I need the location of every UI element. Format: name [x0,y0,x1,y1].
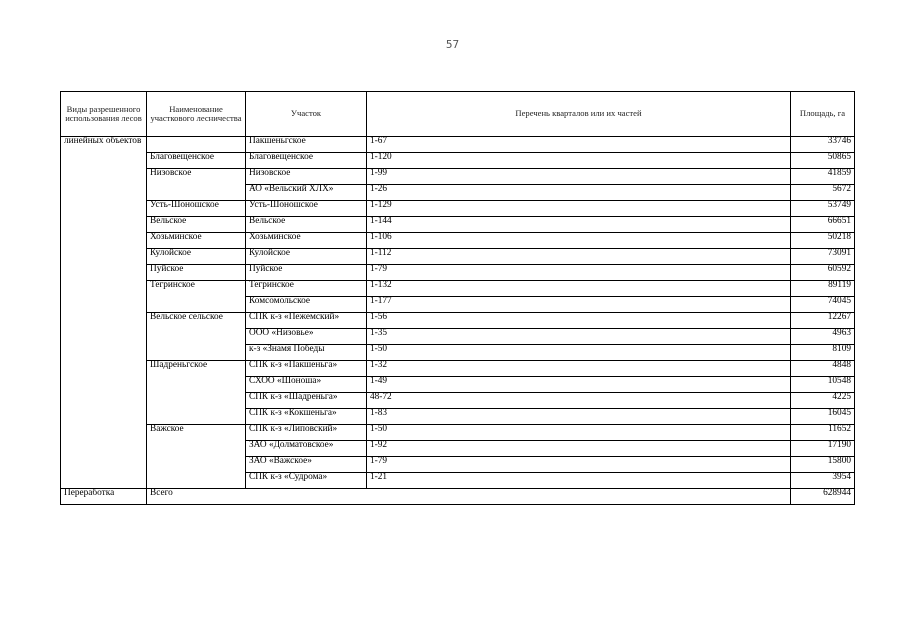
uchastok-cell: ООО «Низовье» [246,329,367,345]
uchastok-cell: Тегринское [246,281,367,297]
table-row [61,265,855,281]
area-cell: 41859 [791,169,855,185]
area-cell: 53749 [791,201,855,217]
uchastok-cell: СПК к-з «Кокшеньга» [246,409,367,425]
table-row [61,361,855,377]
lesnichestvo-cell: Пуйское [147,265,246,281]
area-cell: 89119 [791,281,855,297]
area-cell: 33746 [791,137,855,153]
table-row [61,281,855,297]
table-row [61,169,855,185]
table-body [61,137,855,505]
uchastok-cell: Пакшеньгское [246,137,367,153]
uchastok-cell: Кулойское [246,249,367,265]
kvartaly-cell: 1-83 [367,409,791,425]
table-row [61,201,855,217]
uchastok-cell: СПК к-з «Пакшеньга» [246,361,367,377]
lesnichestvo-cell: Шадреньгское [147,361,246,425]
header-kvartaly: Перечень кварталов или их частей [367,92,791,137]
table-row [61,153,855,169]
kvartaly-cell: 1-144 [367,217,791,233]
uchastok-cell: Благовещенское [246,153,367,169]
area-cell: 17190 [791,441,855,457]
area-cell: 4225 [791,393,855,409]
uchastok-cell: Хозьминское [246,233,367,249]
header-area: Площадь, га [791,92,855,137]
kvartaly-cell: 1-67 [367,137,791,153]
uchastok-cell: АО «Вельский ХЛХ» [246,185,367,201]
kvartaly-cell: 1-21 [367,473,791,489]
kvartaly-cell: 1-49 [367,377,791,393]
uchastok-cell: к-з «Знамя Победы [246,345,367,361]
forest-table [60,91,855,505]
area-cell: 74045 [791,297,855,313]
area-cell: 8109 [791,345,855,361]
table-row [61,137,855,153]
kvartaly-cell: 48-72 [367,393,791,409]
area-cell: 4848 [791,361,855,377]
kvartaly-cell: 1-112 [367,249,791,265]
kvartaly-cell: 1-32 [367,361,791,377]
uchastok-cell: ЗАО «Важское» [246,457,367,473]
kvartaly-cell: 1-120 [367,153,791,169]
lesnichestvo-cell: Усть-Шоношское [147,201,246,217]
kvartaly-cell: 1-50 [367,425,791,441]
table-row [61,217,855,233]
area-cell: 15800 [791,457,855,473]
kvartaly-cell: 1-79 [367,457,791,473]
area-cell: 11652 [791,425,855,441]
area-cell: 10548 [791,377,855,393]
kvartaly-cell: 1-26 [367,185,791,201]
lesnichestvo-cell: Вельское [147,217,246,233]
uchastok-cell: СХОО «Шоноша» [246,377,367,393]
lesnichestvo-cell: Хозьминское [147,233,246,249]
table-row [61,233,855,249]
total-label: Всего [147,489,791,505]
area-cell: 3954 [791,473,855,489]
area-cell: 73091 [791,249,855,265]
kvartaly-cell: 1-35 [367,329,791,345]
usage-type-cell: линейных объектов [61,137,147,489]
uchastok-cell: СПК к-з «Судрома» [246,473,367,489]
area-cell: 5672 [791,185,855,201]
uchastok-cell: Пуйское [246,265,367,281]
area-cell: 12267 [791,313,855,329]
kvartaly-cell: 1-92 [367,441,791,457]
table-row [61,249,855,265]
total-row [61,489,855,505]
header-usage-type: Виды разрешенного использования лесов [61,92,147,137]
kvartaly-cell: 1-56 [367,313,791,329]
kvartaly-cell: 1-177 [367,297,791,313]
kvartaly-cell: 1-50 [367,345,791,361]
area-cell: 60592 [791,265,855,281]
area-cell: 50218 [791,233,855,249]
uchastok-cell: Вельское [246,217,367,233]
kvartaly-cell: 1-132 [367,281,791,297]
uchastok-cell: СПК к-з «Шадреньга» [246,393,367,409]
table-header-row [61,92,855,137]
uchastok-cell: ЗАО «Долматовское» [246,441,367,457]
area-cell: 16045 [791,409,855,425]
header-uchastok: Участок [246,92,367,137]
uchastok-cell: Усть-Шоношское [246,201,367,217]
lesnichestvo-cell: Кулойское [147,249,246,265]
kvartaly-cell: 1-79 [367,265,791,281]
uchastok-cell: Низовское [246,169,367,185]
usage-type-last-cell: Переработка [61,489,147,505]
lesnichestvo-cell: Тегринское [147,281,246,313]
lesnichestvo-cell [147,137,246,153]
uchastok-cell: Комсомольское [246,297,367,313]
kvartaly-cell: 1-106 [367,233,791,249]
uchastok-cell: СПК к-з «Пежемский» [246,313,367,329]
page-number: 57 [445,38,460,51]
lesnichestvo-cell: Благовещенское [147,153,246,169]
table-row [61,425,855,441]
area-cell: 4963 [791,329,855,345]
kvartaly-cell: 1-129 [367,201,791,217]
area-cell: 50865 [791,153,855,169]
total-area: 628944 [791,489,855,505]
area-cell: 66651 [791,217,855,233]
table-row [61,313,855,329]
lesnichestvo-cell: Важское [147,425,246,489]
uchastok-cell: СПК к-з «Липовский» [246,425,367,441]
header-lesnichestvo: Наименование участкового лесничества [147,92,246,137]
lesnichestvo-cell: Низовское [147,169,246,201]
kvartaly-cell: 1-99 [367,169,791,185]
lesnichestvo-cell: Вельское сельское [147,313,246,361]
